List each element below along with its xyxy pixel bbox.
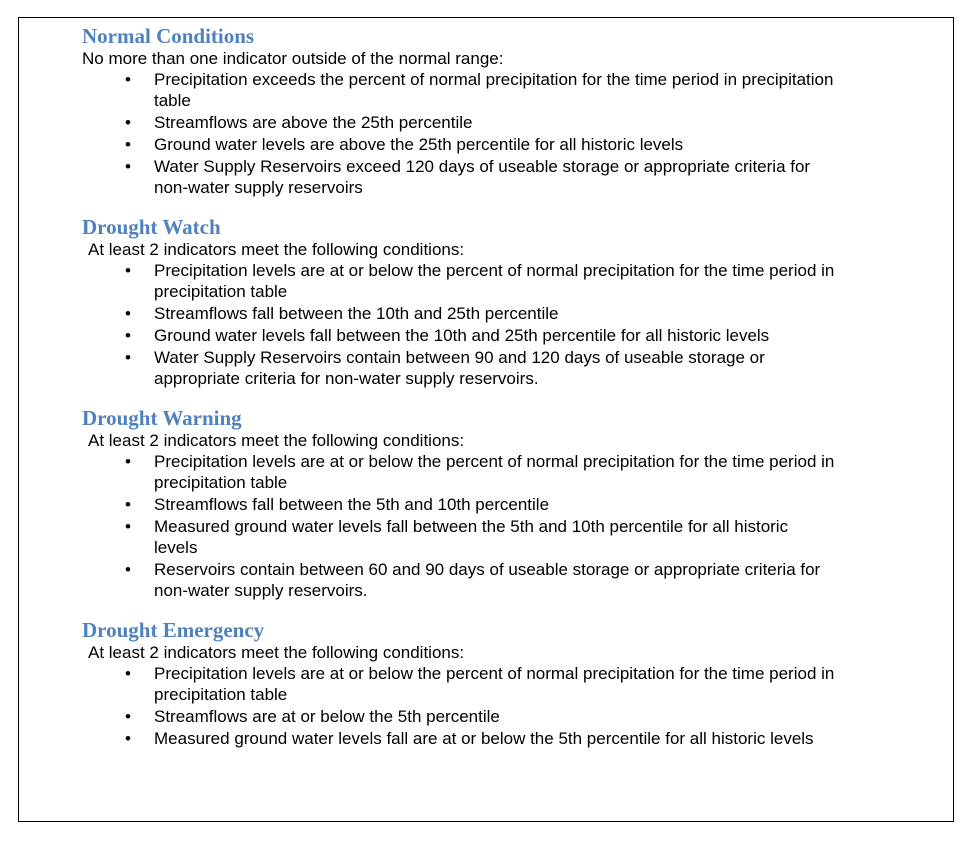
- list-item-text: Precipitation levels are at or below the percent of normal precipitation for the time period in precipitation table: [154, 261, 835, 301]
- section-intro: No more than one indicator outside of the normal range:: [82, 49, 504, 68]
- section-heading: Normal Conditions: [82, 24, 255, 48]
- bullet-icon: •: [125, 517, 131, 536]
- list-item-text: Streamflows are above the 25th percentile: [154, 113, 473, 132]
- list-item-text: Ground water levels are above the 25th percentile for all historic levels: [154, 135, 684, 154]
- list-item-text: Measured ground water levels fall between the 5th and 10th percentile for all historic levels: [154, 517, 789, 557]
- section-heading: Drought Warning: [82, 406, 242, 430]
- list-item-text: Water Supply Reservoirs exceed 120 days of useable storage or appropriate criteria for non-water supply reservoirs: [154, 157, 811, 197]
- list-item: [125, 156, 814, 198]
- condition-list: [82, 69, 902, 198]
- section-heading: Drought Emergency: [82, 618, 265, 642]
- condition-list: [82, 260, 902, 389]
- list-item: [125, 728, 854, 749]
- bullet-icon: •: [125, 135, 131, 154]
- section-drought-emergency: [82, 618, 902, 749]
- list-item: [125, 325, 804, 346]
- list-item: [125, 303, 854, 324]
- list-item-text: Ground water levels fall between the 10th and 25th percentile for all historic levels: [154, 326, 770, 345]
- list-item-text: Streamflows fall between the 5th and 10th percentile: [154, 495, 550, 514]
- bullet-icon: •: [125, 348, 131, 367]
- bullet-icon: •: [125, 729, 131, 748]
- list-item: [125, 69, 834, 111]
- list-item-text: Measured ground water levels fall are at or below the 5th percentile for all historic levels: [154, 729, 814, 748]
- section-drought-warning: [82, 406, 902, 601]
- section-drought-watch: [82, 215, 902, 389]
- bullet-icon: •: [125, 664, 131, 683]
- bullet-icon: •: [125, 707, 131, 726]
- bullet-icon: •: [125, 113, 131, 132]
- list-item-text: Streamflows are at or below the 5th percentile: [154, 707, 500, 726]
- section-intro: At least 2 indicators meet the following conditions:: [88, 431, 465, 450]
- bullet-icon: •: [125, 261, 131, 280]
- list-item: [125, 516, 814, 558]
- drought-conditions-content: [82, 24, 902, 750]
- bullet-icon: •: [125, 326, 131, 345]
- list-item-text: Streamflows fall between the 10th and 25th percentile: [154, 304, 559, 323]
- list-item: [125, 706, 854, 727]
- section-normal-conditions: [82, 24, 902, 198]
- condition-list: [82, 663, 902, 749]
- bullet-icon: •: [125, 304, 131, 323]
- list-item: [125, 494, 854, 515]
- list-item: [125, 559, 824, 601]
- list-item: [125, 347, 854, 389]
- list-item-text: Precipitation exceeds the percent of normal precipitation for the time period in precipitation table: [154, 70, 834, 110]
- list-item: [125, 260, 854, 302]
- bullet-icon: •: [125, 70, 131, 89]
- list-item-text: Precipitation levels are at or below the percent of normal precipitation for the time period in precipitation table: [154, 452, 835, 492]
- section-intro: At least 2 indicators meet the following conditions:: [88, 240, 465, 259]
- list-item-text: Reservoirs contain between 60 and 90 days of useable storage or appropriate criteria for non-water supply reservoirs.: [154, 560, 821, 600]
- list-item: [125, 112, 854, 133]
- list-item-text: Precipitation levels are at or below the percent of normal precipitation for the time period in precipitation table: [154, 664, 835, 704]
- bullet-icon: •: [125, 452, 131, 471]
- list-item-text: Water Supply Reservoirs contain between 90 and 120 days of useable storage or appropriate criteria for non-water supply reservoirs.: [154, 348, 765, 388]
- bullet-icon: •: [125, 560, 131, 579]
- section-heading: Drought Watch: [82, 215, 221, 239]
- bullet-icon: •: [125, 157, 131, 176]
- bullet-icon: •: [125, 495, 131, 514]
- list-item: [125, 451, 854, 493]
- list-item: [125, 663, 854, 705]
- list-item: [125, 134, 854, 155]
- condition-list: [82, 451, 902, 601]
- section-intro: At least 2 indicators meet the following conditions:: [88, 643, 465, 662]
